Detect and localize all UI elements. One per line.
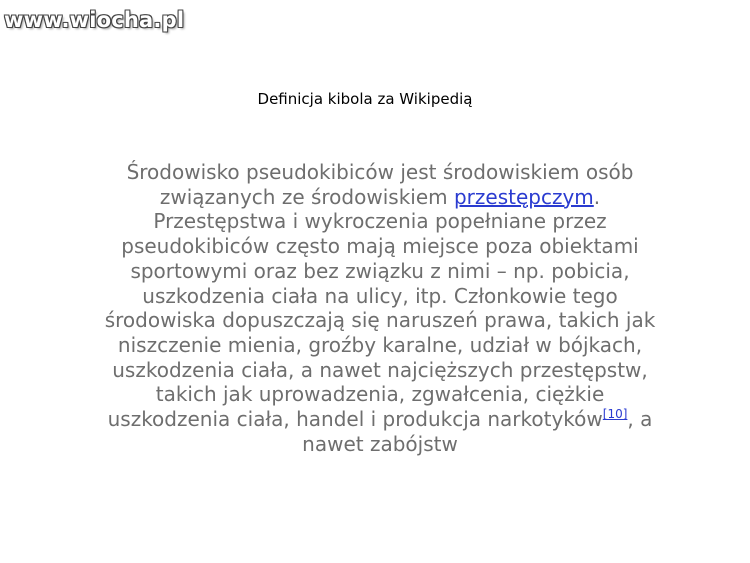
paragraph-text-2: . Przestępstwa i wykroczenia popełniane przez pseudokibiców często mają miejsce poza obiektami sportowymi oraz bez związku z nimi – np. pobicia, uszkodzenia ciała na ulicy, itp. Członkowie tego środowiska dopuszczają się naruszeń prawa, takich jak niszczenie mienia, groźby karalne, udział w bójkach, uszkodzenia ciała, a nawet najcięższych przestępstw, takich jak uprowadzenia, zgwałcenia, ciężkie uszkodzenia ciała, handel i produkcja narkotyków (104, 184, 656, 432)
watermark-logo: www.wiocha.pl (4, 8, 185, 32)
definition-paragraph (100, 160, 660, 456)
paragraph-text-3: , a nawet zabójstw (302, 407, 653, 456)
paragraph-text-1: Środowisko pseudokibiców jest środowiskiem osób związanych ze środowiskiem (126, 160, 634, 209)
page-title: Definicja kibola za Wikipedią (257, 90, 473, 108)
footnote-link[interactable]: [10] (602, 407, 628, 422)
footnote-ref (603, 403, 628, 422)
przestepczym-link[interactable]: przestępczym (453, 184, 594, 209)
